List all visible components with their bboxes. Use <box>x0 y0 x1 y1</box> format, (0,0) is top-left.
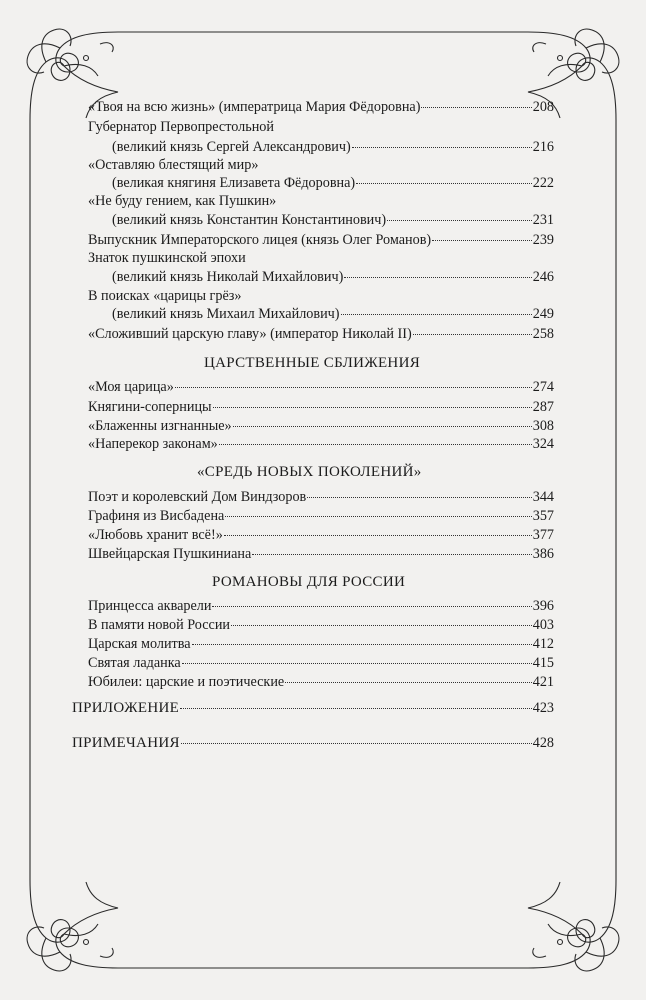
toc-entry-page: 357 <box>532 508 554 524</box>
toc-entry-page: 377 <box>532 527 554 543</box>
toc-entry-title: (великая княгиня Елизавета Фёдоровна) <box>112 175 356 191</box>
toc-entry <box>112 174 554 192</box>
section-heading: «СРЕДЬ НОВЫХ ПОКОЛЕНИЙ» <box>197 464 422 480</box>
toc-leader-dots <box>175 387 532 388</box>
toc-entry <box>112 211 554 229</box>
toc-entry <box>112 305 554 323</box>
toc-entry <box>88 488 554 506</box>
toc-leader-dots <box>352 147 532 148</box>
toc-entry-title: Губернатор Первопрестольной <box>88 119 274 135</box>
toc-entry-page: 274 <box>532 379 554 395</box>
toc-entry-appendix <box>72 699 554 717</box>
toc-entry-title: Царская молитва <box>88 636 191 652</box>
section-heading: ЦАРСТВЕННЫЕ СБЛИЖЕНИЯ <box>204 355 421 371</box>
toc-entry <box>112 138 554 156</box>
toc-entry <box>88 526 554 544</box>
toc-entry-title: Графиня из Висбадена <box>88 508 225 524</box>
toc-entry-title: Швейцарская Пушкиниана <box>88 546 252 562</box>
section-heading: РОМАНОВЫ ДЛЯ РОССИИ <box>212 574 406 590</box>
toc-entry-title: «Моя царица» <box>88 379 174 395</box>
toc-entry-title: Княгини-соперницы <box>88 399 212 415</box>
toc-leader-dots <box>356 183 532 184</box>
toc-entry-page: 324 <box>532 436 554 452</box>
toc-entry-title: «Оставляю блестящий мир» <box>88 157 259 173</box>
toc-entry <box>88 635 554 653</box>
toc-leader-dots <box>212 606 531 607</box>
toc-entry-title: «Твоя на всю жизнь» (императрица Мария Фёдоровна) <box>88 99 421 115</box>
toc-entry-title: Принцесса акварели <box>88 598 212 614</box>
toc-entry-title: Поэт и королевский Дом Виндзоров <box>88 489 307 505</box>
toc-entry-page: 428 <box>532 735 554 751</box>
toc-entry-title: (великий князь Константин Константинович) <box>112 212 387 228</box>
toc-leader-dots <box>192 644 532 645</box>
toc-entry-page: 231 <box>532 212 554 228</box>
toc-leader-dots <box>252 554 531 555</box>
toc-leader-dots <box>341 314 532 315</box>
toc-entry-page: 344 <box>532 489 554 505</box>
toc-entry-page: 386 <box>532 546 554 562</box>
toc-entry-page: 239 <box>532 232 554 248</box>
toc-entry-page: 249 <box>532 306 554 322</box>
toc-entry-title: «Наперекор законам» <box>88 436 218 452</box>
toc-entry-notes <box>72 734 554 752</box>
toc-entry-page: 423 <box>532 700 554 716</box>
toc-leader-dots <box>285 682 532 683</box>
toc-entry <box>88 616 554 634</box>
toc-entry-page: 412 <box>532 636 554 652</box>
toc-leader-dots <box>413 334 532 335</box>
toc-leader-dots <box>225 516 531 517</box>
toc-entry-title: Святая ладанка <box>88 655 181 671</box>
toc-leader-dots <box>231 625 532 626</box>
toc-entry-title: ПРИМЕЧАНИЯ <box>72 735 180 751</box>
toc-entry-page: 258 <box>532 326 554 342</box>
toc-entry-title: Выпускник Императорского лицея (князь Олег Романов) <box>88 232 432 248</box>
toc-entry-title: «Сложивший царскую главу» (император Николай II) <box>88 326 412 342</box>
toc-entry <box>88 98 554 116</box>
toc-leader-dots <box>224 535 532 536</box>
toc-entry-title: (великий князь Сергей Александрович) <box>112 139 351 155</box>
toc-entry-page: 396 <box>532 598 554 614</box>
toc-entry-page: 415 <box>532 655 554 671</box>
toc-leader-dots <box>307 497 531 498</box>
toc-entry-page: 246 <box>532 269 554 285</box>
toc-entry <box>88 398 554 416</box>
toc-entry-page: 216 <box>532 139 554 155</box>
toc-entry <box>88 231 554 249</box>
toc-leader-dots <box>344 277 531 278</box>
toc-entry-page: 287 <box>532 399 554 415</box>
toc-leader-dots <box>233 426 532 427</box>
toc-entry <box>88 545 554 563</box>
toc-entry-title: (великий князь Михаил Михайлович) <box>112 306 340 322</box>
toc-entry <box>88 417 554 435</box>
toc-entry-page: 403 <box>532 617 554 633</box>
toc-entry <box>88 325 554 343</box>
toc-entry-title: (великий князь Николай Михайлович) <box>112 269 344 285</box>
toc-entry-title: «Любовь хранит всё!» <box>88 527 223 543</box>
toc-entry-page: 208 <box>532 99 554 115</box>
toc-entry <box>88 597 554 615</box>
toc-entry-title: Юбилеи: царские и поэтические <box>88 674 285 690</box>
toc-leader-dots <box>213 407 532 408</box>
toc-entry-page: 222 <box>532 175 554 191</box>
toc-entry <box>88 673 554 691</box>
toc-leader-dots <box>421 107 531 108</box>
toc-entry <box>112 268 554 286</box>
toc-entry-page: 308 <box>532 418 554 434</box>
toc-leader-dots <box>219 444 532 445</box>
toc-entry-page: 421 <box>532 674 554 690</box>
toc-entry-title: ПРИЛОЖЕНИЕ <box>72 700 180 716</box>
toc-entry-title: Знаток пушкинской эпохи <box>88 250 246 266</box>
toc-leader-dots <box>387 220 532 221</box>
toc-entry <box>88 435 554 453</box>
toc-leader-dots <box>181 743 532 744</box>
toc-entry-title: В памяти новой России <box>88 617 231 633</box>
toc-entry-title: «Блаженны изгнанные» <box>88 418 232 434</box>
toc-entry-title: В поисках «царицы грёз» <box>88 288 242 304</box>
toc-entry-title: «Не буду гением, как Пушкин» <box>88 193 277 209</box>
toc-leader-dots <box>182 663 532 664</box>
toc-entry <box>88 378 554 396</box>
toc-entry <box>88 507 554 525</box>
toc-entry <box>88 654 554 672</box>
toc-leader-dots <box>180 708 532 709</box>
toc-leader-dots <box>432 240 532 241</box>
